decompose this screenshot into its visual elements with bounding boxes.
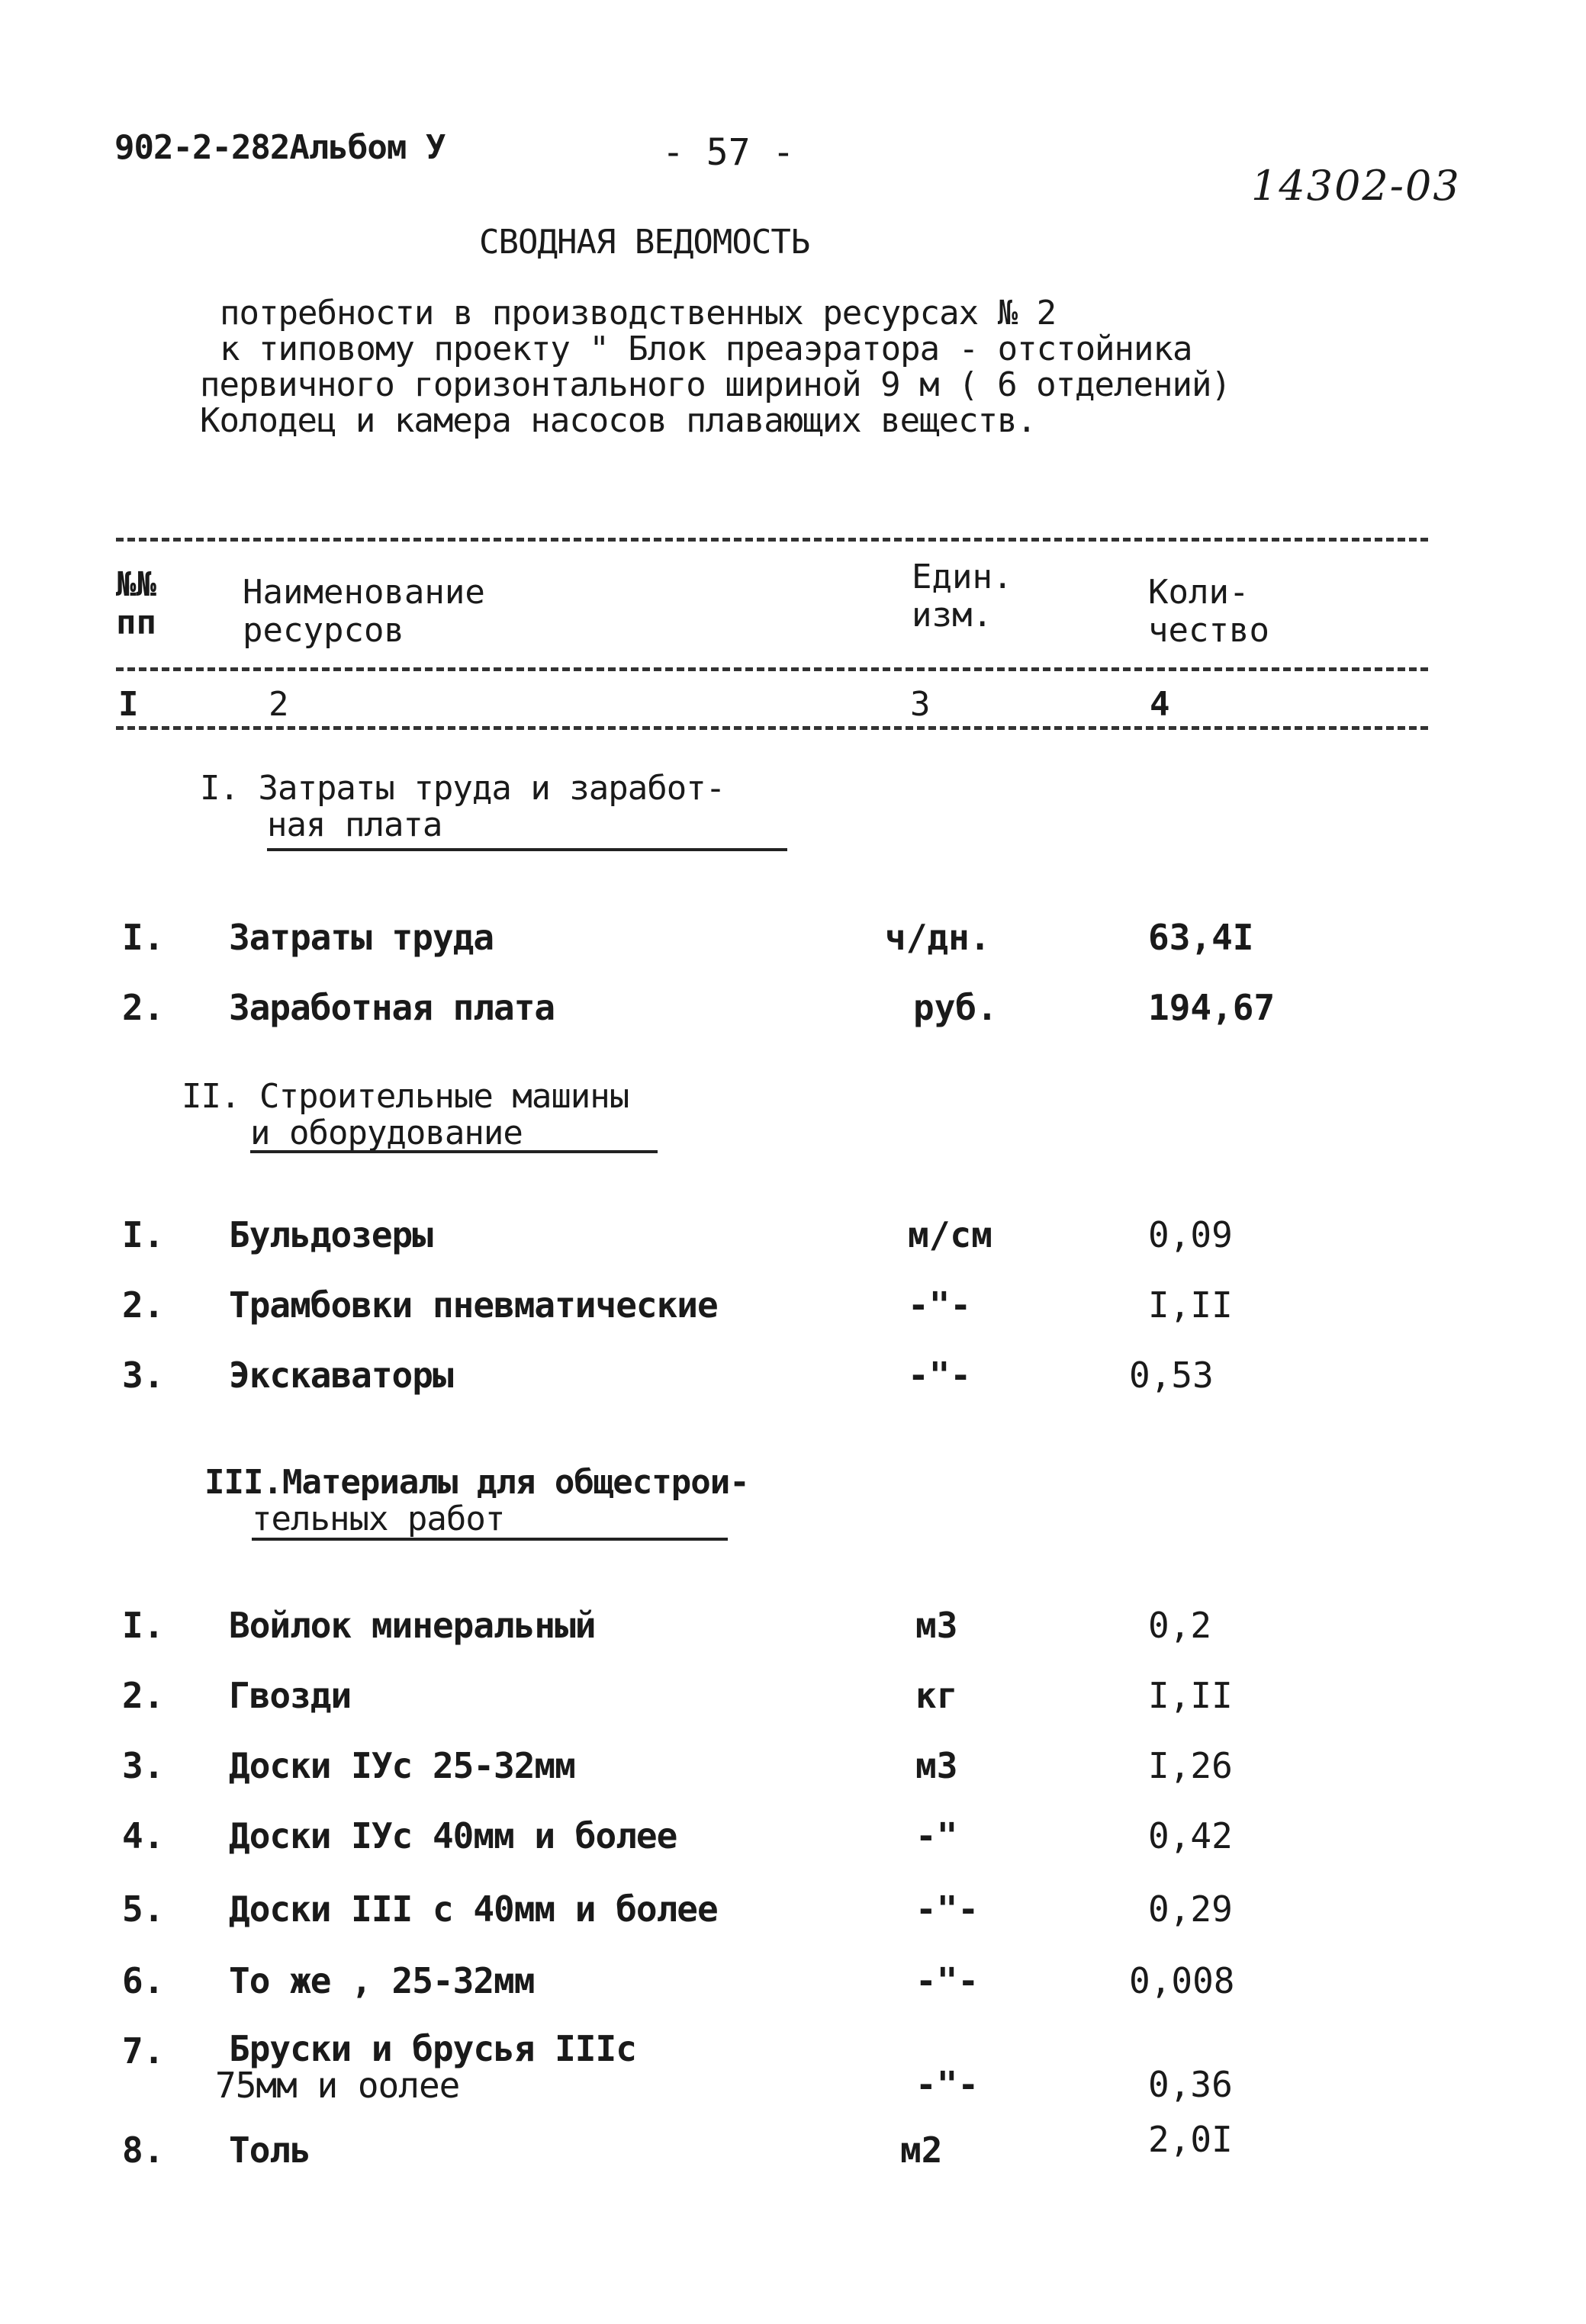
row-name: То же , 25-32мм [229, 1960, 535, 2001]
table-header-rule [116, 667, 1428, 671]
table-row [0, 1214, 1586, 1268]
row-name: Доски III с 40мм и более [229, 1888, 718, 1930]
col-header-qty-line1: Коли- [1148, 573, 1250, 612]
col-number-2: 2 [269, 685, 289, 724]
row-unit: -"- [908, 1355, 972, 1396]
col-header-qty-line2: чество [1148, 611, 1269, 650]
subtitle-line-3: первичного горизонтального шириной 9 м ( 6 отделений) [200, 365, 1231, 404]
table-row [0, 1888, 1586, 1942]
col-number-3: 3 [910, 685, 931, 724]
row-unit: -"- [908, 1284, 972, 1326]
section-1-title-line1: I. Затраты труда и заработ- [200, 769, 725, 808]
row-number: 3. [122, 1745, 165, 1786]
section-1-title [200, 770, 725, 844]
section-3-underline [252, 1538, 728, 1541]
subtitle-line-2: к типовому проекту " Блок преаэратора - отстойника [220, 329, 1192, 368]
row-number: 7. [122, 2030, 165, 2072]
col-number-4: 4 [1150, 685, 1170, 724]
page-number: - 57 - [662, 131, 795, 174]
row-qty: 0,2 [1148, 1605, 1212, 1646]
section-1-title-line2: ная плата [267, 805, 442, 844]
row-unit: м/см [908, 1214, 992, 1255]
document-title: СВОДНАЯ ВЕДОМОСТЬ [479, 223, 810, 262]
row-unit: -"- [915, 1888, 980, 1930]
table-top-rule [116, 538, 1428, 542]
row-number: I. [122, 917, 165, 958]
col-header-name-line1: Наименование [243, 573, 485, 612]
subtitle-line-4: Колодец и камера насосов плавающих веществ. [200, 401, 1037, 440]
row-number: 2. [122, 987, 165, 1028]
row-qty: 194,67 [1148, 987, 1276, 1028]
table-row [0, 987, 1586, 1040]
section-2-title-line2: и оборудование [250, 1114, 523, 1152]
row-name-continuation: 75мм и оолее [215, 2065, 460, 2106]
row-name: Трамбовки пневматические [229, 1284, 718, 1326]
row-qty: I,II [1148, 1675, 1233, 1716]
row-number: 3. [122, 1355, 165, 1396]
row-qty: 0,36 [1148, 2064, 1233, 2105]
row-unit: ч/дн. [885, 917, 991, 958]
row-number: 2. [122, 1284, 165, 1326]
row-unit: -" [915, 1815, 958, 1856]
col-header-name-line2: ресурсов [243, 611, 404, 650]
row-name: Толь [229, 2130, 310, 2171]
col-number-1: I [118, 685, 139, 724]
row-qty: 63,4I [1148, 917, 1254, 958]
row-unit: -"- [915, 2064, 980, 2105]
col-header-number-line1: №№ [116, 565, 156, 604]
section-2-underline [250, 1150, 658, 1153]
col-header-unit-line2: изм. [912, 596, 992, 635]
col-header-unit [912, 558, 1012, 635]
row-number: 2. [122, 1675, 165, 1716]
table-row [0, 1815, 1586, 1869]
section-2-title [182, 1078, 629, 1152]
table-row [0, 917, 1586, 970]
row-name: Доски IУс 40мм и более [229, 1815, 677, 1856]
table-row [0, 1745, 1586, 1798]
section-1-underline [267, 848, 787, 851]
row-qty: 0,42 [1148, 1815, 1233, 1856]
row-unit: м3 [915, 1605, 958, 1646]
row-qty: I,26 [1148, 1745, 1233, 1786]
table-numbers-rule [116, 726, 1428, 730]
table-row [0, 2030, 1586, 2122]
row-unit: -"- [915, 1960, 980, 2001]
row-name: Гвозди [229, 1675, 352, 1716]
row-qty: 0,29 [1148, 1888, 1233, 1930]
row-name: Затраты труда [229, 917, 494, 958]
row-number: 4. [122, 1815, 165, 1856]
section-3-title-line2: тельных работ [252, 1500, 505, 1538]
section-3-title-line1: III.Материалы для общестрои- [204, 1463, 749, 1502]
table-row [0, 2119, 1586, 2183]
document-code: 902-2-282Альбом У [114, 128, 446, 167]
row-name: Заработная плата [229, 987, 555, 1028]
section-2-title-line1: II. Строительные машины [182, 1077, 629, 1116]
col-header-unit-line1: Един. [912, 558, 1013, 596]
row-number: I. [122, 1605, 165, 1646]
subtitle-line-1: потребности в производственных ресурсах № 2 [220, 294, 1057, 333]
row-qty: 0,09 [1148, 1214, 1233, 1255]
row-unit: кг [915, 1675, 958, 1716]
row-number: 6. [122, 1960, 165, 2001]
col-header-name [243, 574, 485, 650]
row-name: Войлок минеральный [229, 1605, 596, 1646]
table-row [0, 1284, 1586, 1338]
col-header-number [116, 566, 156, 642]
section-3-title [204, 1464, 749, 1538]
handwritten-stamp: 14302-03 [1251, 162, 1461, 210]
row-qty: 0,008 [1129, 1960, 1235, 2001]
col-header-qty [1148, 574, 1269, 650]
row-qty: 2,0I [1148, 2119, 1233, 2160]
table-row [0, 1355, 1586, 1408]
row-number: I. [122, 1214, 165, 1255]
row-name: Экскаваторы [229, 1355, 453, 1396]
row-qty: 0,53 [1129, 1355, 1214, 1396]
row-name: Доски IУс 25-32мм [229, 1745, 575, 1786]
row-name: Бруски и брусья IIIс [229, 2028, 636, 2069]
row-number: 5. [122, 1888, 165, 1930]
row-qty: I,II [1148, 1284, 1233, 1326]
row-unit: руб. [913, 987, 998, 1028]
table-row [0, 1605, 1586, 1658]
table-row [0, 1675, 1586, 1728]
row-name: Бульдозеры [229, 1214, 433, 1255]
row-number: 8. [122, 2130, 165, 2171]
col-header-number-line2: пп [116, 603, 156, 642]
table-row [0, 1960, 1586, 2014]
row-unit: м3 [915, 1745, 958, 1786]
row-unit: м2 [900, 2130, 943, 2171]
